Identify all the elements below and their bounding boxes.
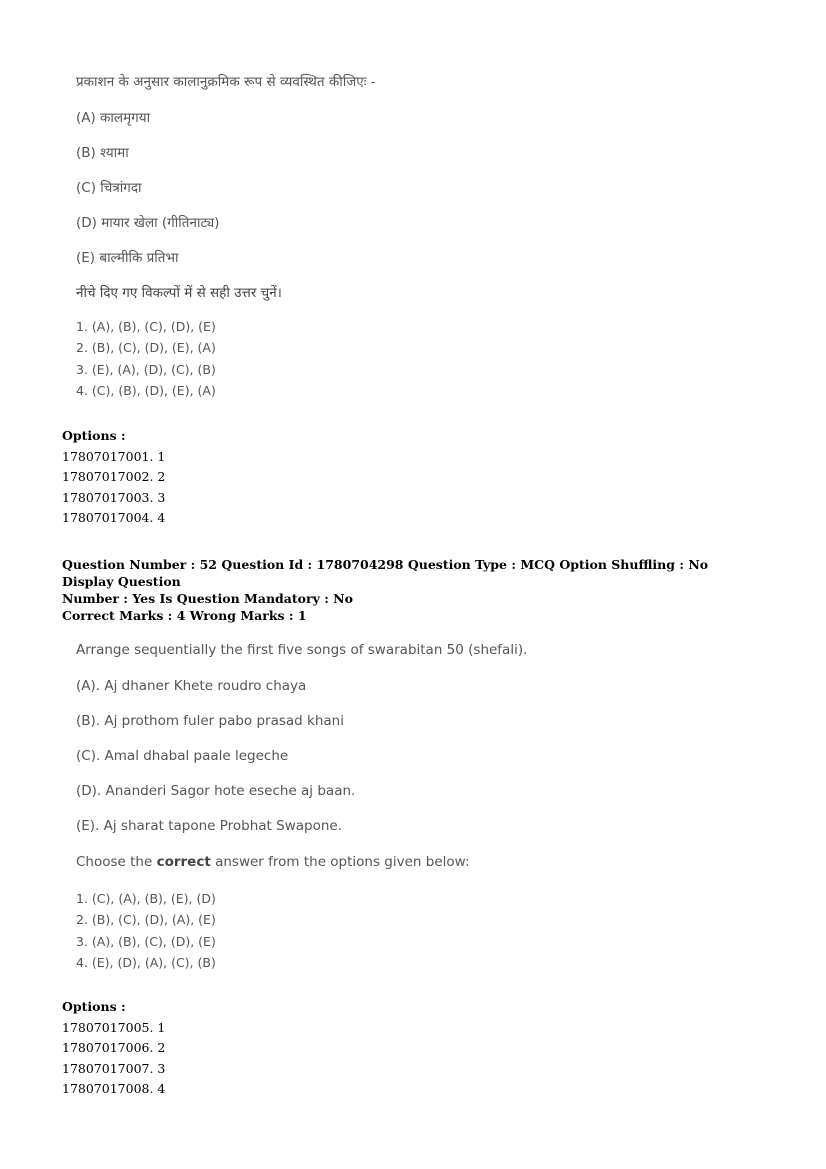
meta-line-2: Number : Yes Is Question Mandatory : No (62, 591, 353, 606)
question-text: Arrange sequentially the first five songs of swarabitan 50 (shefali). (76, 642, 528, 658)
instruction-pre: Choose the (76, 854, 157, 870)
question-51-options (62, 426, 165, 529)
option-2: 17807017006. 2 (62, 1040, 166, 1056)
item-a: (A). Aj dhaner Khete roudro chaya (76, 678, 307, 694)
options-label: Options : (62, 428, 126, 443)
meta-line-1: Question Number : 52 Question Id : 1780704298 Question Type : MCQ Option Shuffling : No Display Question (62, 557, 709, 589)
item-e: (E) बाल्मीकि प्रतिभा (76, 250, 179, 266)
item-d: (D) मायार खेला (गीतिनाट्य) (76, 215, 220, 231)
question-52-options (62, 997, 165, 1100)
answer-choices (76, 316, 216, 401)
option-3: 17807017003. 3 (62, 489, 166, 505)
item-a: (A) कालमृगया (76, 110, 151, 126)
item-c: (C) चित्रांगदा (76, 180, 142, 196)
question-text: प्रकाशन के अनुसार कालानुक्रमिक रूप से व्यवस्थित कीजिएः - (76, 74, 376, 90)
choice-3: 3. (E), (A), (D), (C), (B) (76, 361, 216, 377)
option-4: 17807017004. 4 (62, 510, 166, 526)
option-1: 17807017005. 1 (62, 1019, 166, 1035)
instruction-text: नीचे दिए गए विकल्पों में से सही उत्तर चुनें। (76, 285, 282, 301)
marks-line: Correct Marks : 4 Wrong Marks : 1 (62, 608, 307, 623)
item-c: (C). Amal dhabal paale legeche (76, 748, 289, 764)
option-4: 17807017008. 4 (62, 1081, 166, 1097)
item-b: (B) श्यामा (76, 145, 129, 161)
instruction-bold: correct (156, 854, 211, 870)
choice-1: 1. (C), (A), (B), (E), (D) (76, 891, 216, 906)
choice-4: 4. (C), (B), (D), (E), (A) (76, 382, 216, 398)
instruction-text (76, 854, 470, 870)
option-2: 17807017002. 2 (62, 469, 166, 485)
choice-3: 3. (A), (B), (C), (D), (E) (76, 933, 216, 949)
item-e: (E). Aj sharat tapone Probhat Swapone. (76, 818, 343, 834)
answer-choices (76, 888, 216, 973)
item-d: (D). Ananderi Sagor hote eseche aj baan. (76, 783, 356, 799)
options-label: Options : (62, 999, 126, 1014)
question-52-image (76, 640, 756, 980)
question-51-image (76, 66, 756, 406)
choice-4: 4. (E), (D), (A), (C), (B) (76, 954, 216, 970)
choice-2: 2. (B), (C), (D), (E), (A) (76, 340, 216, 356)
choice-2: 2. (B), (C), (D), (A), (E) (76, 912, 216, 928)
choice-1: 1. (A), (B), (C), (D), (E) (76, 319, 216, 334)
instruction-post: answer from the options given below: (210, 854, 470, 870)
question-52-meta (62, 556, 762, 624)
item-b: (B). Aj prothom fuler pabo prasad khani (76, 713, 344, 729)
option-1: 17807017001. 1 (62, 448, 166, 464)
option-3: 17807017007. 3 (62, 1060, 166, 1076)
